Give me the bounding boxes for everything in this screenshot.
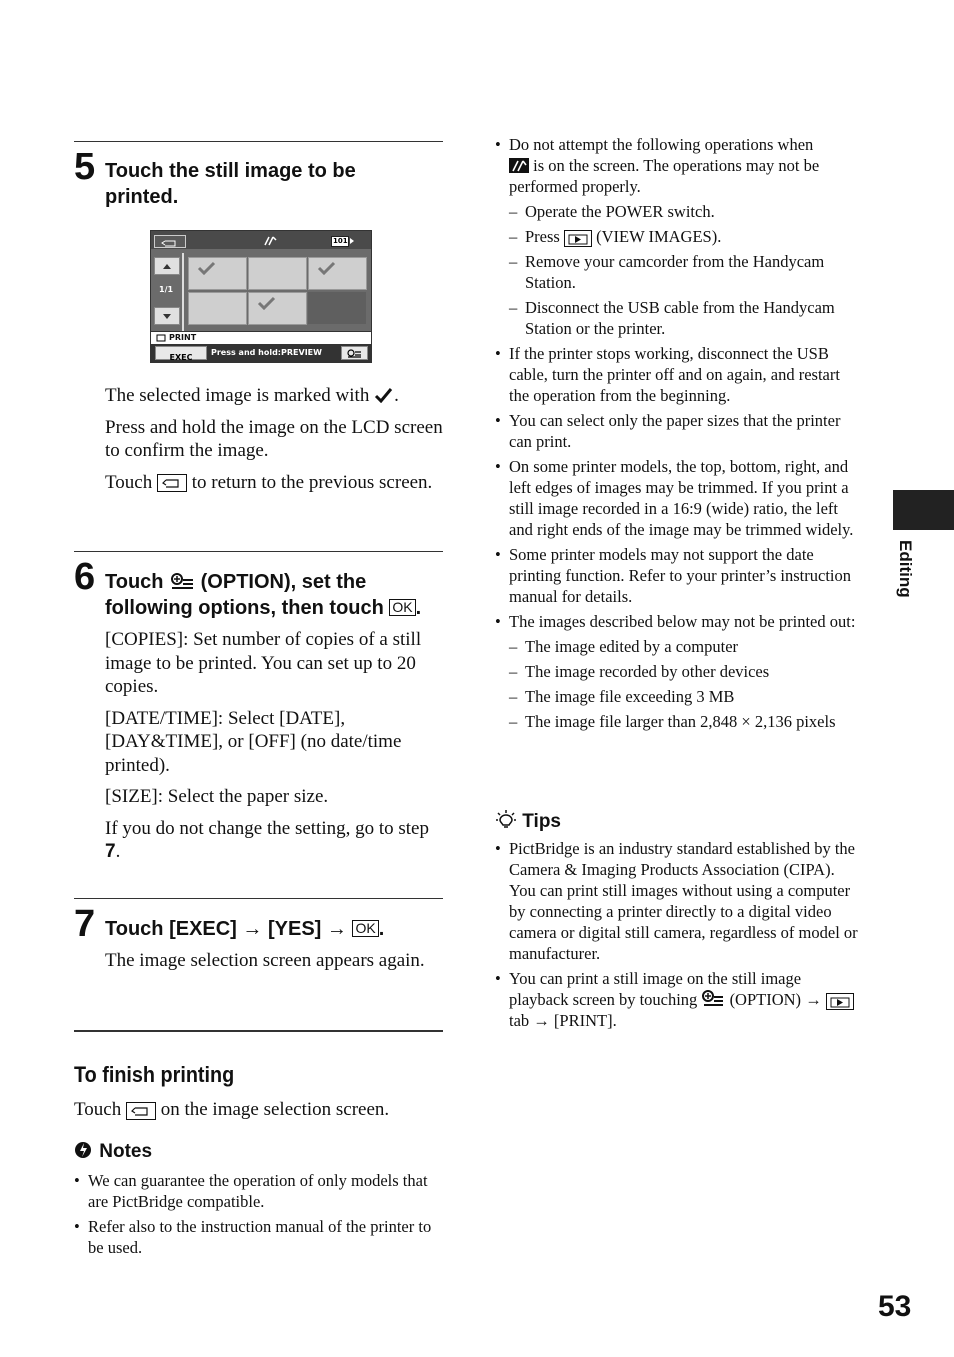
step7-body: The image selection screen appears again. xyxy=(105,950,425,971)
step5-number: 5 xyxy=(74,146,96,188)
check-mark-icon xyxy=(197,261,217,275)
step5-heading-line2: printed. xyxy=(105,186,179,208)
caution-subitem: – Disconnect the USB cable from the Handycam Station or the printer. xyxy=(495,297,862,339)
notes-list xyxy=(74,1170,444,1262)
return-icon xyxy=(158,476,186,492)
step6-heading-line2: following options, then touch OK . xyxy=(105,597,422,619)
caution-subitem: – Operate the POWER switch. xyxy=(495,201,862,222)
caution-subitem: – The image recorded by other devices xyxy=(495,661,862,682)
section-tab-marker xyxy=(893,490,954,530)
notes-item: • Refer also to the instruction manual of the printer to be used. xyxy=(74,1216,444,1258)
step6-number: 6 xyxy=(74,556,96,598)
tips-item-text: (OPTION) xyxy=(729,990,802,1009)
check-mark-icon xyxy=(257,296,277,310)
step7-number: 7 xyxy=(74,903,96,945)
step5-para3 xyxy=(105,471,445,495)
section-tab-label: Editing xyxy=(896,540,915,598)
arrow-right-icon: → xyxy=(533,1011,550,1030)
notes-warning-icon xyxy=(74,1140,94,1160)
arrow-down-icon xyxy=(155,308,179,324)
lcd-print-label: PRINT xyxy=(169,333,197,342)
lightbulb-icon xyxy=(495,809,517,831)
caution-item: • If the printer stops working, disconnect the USB cable, turn the printer off and on again, and restart the operation from the beginning. xyxy=(495,343,862,406)
option-icon xyxy=(342,348,367,360)
caution-item: • You can select only the paper sizes that the printer can print. xyxy=(495,410,862,452)
step6-nochange-step: 7 xyxy=(105,841,116,862)
tips-heading xyxy=(495,809,561,833)
lcd-exec-label: EXEC xyxy=(169,353,193,362)
caution-subitem: – The image edited by a computer xyxy=(495,636,862,657)
thumbnail-3[interactable] xyxy=(308,257,367,290)
play-icon xyxy=(827,995,853,1010)
caution-subitem: – The image file larger than 2,848 × 2,136 pixels xyxy=(495,711,862,732)
tips-item: • PictBridge is an industry standard established by the Camera & Imaging Products Association (CIPA). You can print still images without using a computer by connecting a printer directly to a digital video camera or digital still camera, regardless of model or manufacturer. xyxy=(495,838,862,964)
cautions-list xyxy=(495,134,862,736)
step6-size: [SIZE]: Select the paper size. xyxy=(105,786,329,807)
lcd-page-indicator: 1/1 xyxy=(159,285,174,294)
thumbnail-5[interactable] xyxy=(248,292,307,325)
lcd-preview-hint: Press and hold:PREVIEW xyxy=(211,348,322,357)
arrow-right-icon: → xyxy=(242,918,263,940)
step7-heading-exec: Touch [EXEC] xyxy=(105,918,237,940)
tips-title: Tips xyxy=(522,811,561,832)
step5-para1-text: The selected image is marked with xyxy=(105,385,370,406)
return-button-icon xyxy=(126,1102,156,1120)
thumbnail-empty xyxy=(308,292,366,324)
step6-heading-touch: Touch xyxy=(105,571,164,593)
caution-item: • Some printer models may not support the date printing function. Refer to your printer’s instruction manual for details. xyxy=(495,544,862,607)
caution-item: • On some printer models, the top, bottom, right, and left edges of images may be trimmed. If you print a still image recorded in a 16:9 (wide) ratio, the left and right ends of the image may be trimmed widely. xyxy=(495,456,862,540)
caution-item-text: is on the screen. The operations may not be performed properly. xyxy=(509,156,820,196)
option-icon xyxy=(169,571,195,591)
caution-subitem: – Remove your camcorder from the Handycam Station. xyxy=(495,251,862,293)
step6-datetime: [DATE/TIME]: Select [DATE], [DAY&TIME], or [OFF] (no date/time printed). xyxy=(105,707,402,776)
step6-heading xyxy=(105,569,450,621)
return-icon xyxy=(127,1104,155,1120)
lcd-folder-number: 101 xyxy=(333,237,348,245)
finish-text xyxy=(74,1098,444,1122)
finish-title: To finish printing xyxy=(74,1062,235,1087)
thumbnail-4[interactable] xyxy=(188,292,247,325)
step6-heading-following: following options, then touch xyxy=(105,597,384,619)
pictbridge-icon xyxy=(509,158,529,173)
step6-nochange-text: If you do not change the setting, go to step xyxy=(105,817,429,839)
step7-heading: Touch [EXEC] → [YES] → OK . xyxy=(105,918,385,940)
step5-heading-line1: Touch the still image to be xyxy=(105,160,356,182)
caution-item-text: Do not attempt the following operations when xyxy=(509,135,814,154)
return-icon xyxy=(155,238,185,249)
caution-subitem-text: (VIEW IMAGES). xyxy=(596,227,722,246)
caution-item xyxy=(495,134,862,197)
thumbnail-2[interactable] xyxy=(248,257,307,290)
pictbridge-icon xyxy=(263,235,277,246)
notes-heading xyxy=(74,1140,152,1163)
arrow-up-icon xyxy=(155,258,179,274)
step5-body xyxy=(105,384,445,502)
tips-item-text: You can print a still image on the still image playback screen by touching xyxy=(509,969,802,1009)
option-icon xyxy=(701,989,725,1008)
lcd-option-button[interactable] xyxy=(341,346,368,360)
step5-para1: The selected image is marked with . xyxy=(105,385,399,406)
ok-button-icon: OK xyxy=(352,920,378,937)
caution-subitem-text: Press xyxy=(525,227,560,246)
lcd-return-button[interactable] xyxy=(154,235,186,248)
arrow-right-icon: → xyxy=(326,918,347,940)
ok-button-icon: OK xyxy=(389,599,415,616)
tips-item-text: [PRINT]. xyxy=(553,1011,617,1030)
caution-subitem xyxy=(495,226,862,247)
notes-item: • We can guarantee the operation of only models that are PictBridge compatible. xyxy=(74,1170,444,1212)
step5-heading xyxy=(105,158,445,210)
step5-para3-end: to return to the previous screen. xyxy=(191,471,433,493)
lcd-folder-indicator xyxy=(331,236,349,247)
lcd-scroll-down-button[interactable] xyxy=(154,307,180,325)
lcd-screen xyxy=(150,230,372,363)
finish-text-touch: Touch xyxy=(74,1099,122,1120)
caution-item: • The images described below may not be printed out: xyxy=(495,611,862,632)
folder-next-icon xyxy=(349,237,355,245)
playback-tab-icon xyxy=(826,993,854,1010)
lcd-print-bar xyxy=(151,331,371,344)
print-icon xyxy=(156,334,166,342)
step5-para3-start: Touch xyxy=(105,471,153,493)
step7-heading-yes: [YES] xyxy=(267,918,322,940)
step5-para2: Press and hold the image on the LCD screen to confirm the image. xyxy=(105,416,443,461)
step5-rule xyxy=(74,141,443,142)
play-icon xyxy=(565,232,591,247)
view-images-button-icon xyxy=(564,230,592,247)
step6-heading-line1 xyxy=(105,569,450,595)
step6-heading-option: (OPTION), set the xyxy=(200,571,367,593)
arrow-right-icon: → xyxy=(805,990,822,1009)
tips-list xyxy=(495,838,862,1035)
step6-rule xyxy=(74,551,443,552)
return-button-icon xyxy=(157,474,187,492)
lcd-scroll-up-button[interactable] xyxy=(154,257,180,275)
finish-text-rest: on the image selection screen. xyxy=(160,1099,390,1120)
check-mark-icon xyxy=(317,261,337,275)
step7-rule xyxy=(74,898,443,899)
lcd-bottom-bar xyxy=(151,344,371,362)
lcd-exec-button[interactable] xyxy=(155,346,207,360)
lcd-scrollbar[interactable] xyxy=(182,253,184,331)
caution-subitem: – The image file exceeding 3 MB xyxy=(495,686,862,707)
step6-nochange: If you do not change the setting, go to step 7. xyxy=(105,817,429,862)
step6-body xyxy=(105,628,445,872)
tips-item-text: tab xyxy=(509,1011,530,1030)
notes-title: Notes xyxy=(99,1141,153,1162)
page-number: 53 xyxy=(878,1290,912,1323)
finish-rule xyxy=(74,1030,443,1032)
tips-item xyxy=(495,968,862,1031)
step6-copies: [COPIES]: Set number of copies of a still image to be printed. You can set up to 20 copies. xyxy=(105,629,422,697)
check-mark-icon xyxy=(374,387,394,403)
thumbnail-1[interactable] xyxy=(188,257,247,290)
